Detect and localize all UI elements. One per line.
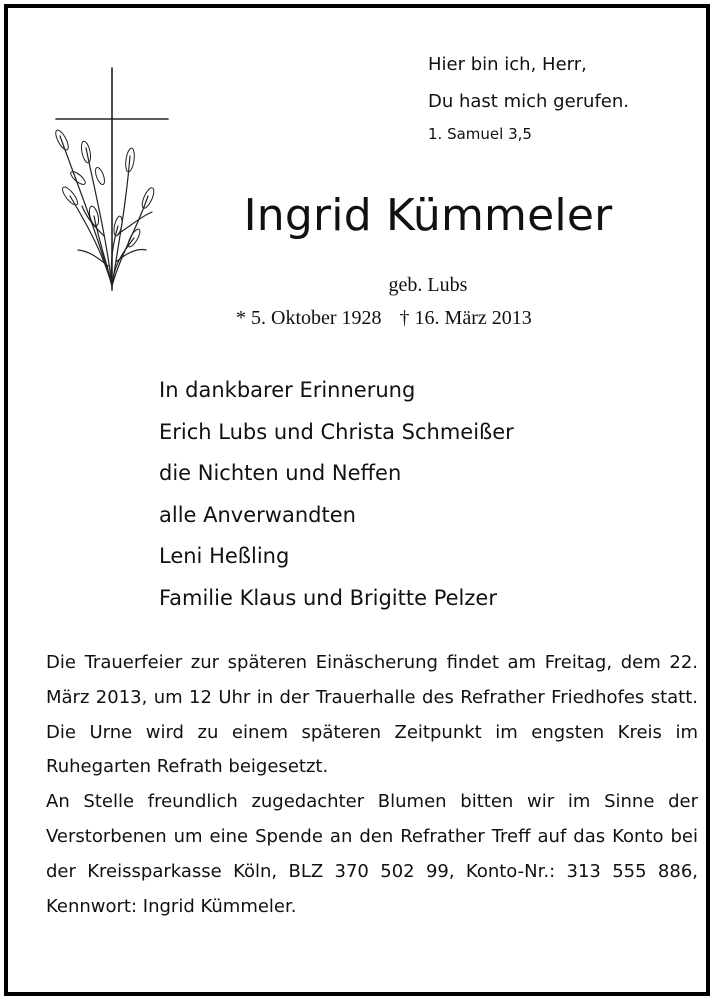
life-dates bbox=[236, 307, 532, 330]
funeral-details: Die Trauerfeier zur späteren Einäscherung findet am Freitag, dem 22. März 2013, um 12 Uhr in der Trauerhalle des Refrather Friedhofes statt. Die Urne wird zu einem späteren Zeitpunkt im engsten Kreis im Ruhegarten Refrath beigesetzt. bbox=[46, 652, 698, 778]
mourner-line: alle Anverwandten bbox=[159, 502, 356, 527]
mourner-line: die Nichten und Neffen bbox=[159, 461, 402, 486]
mourner-line: Erich Lubs und Christa Schmeißer bbox=[159, 419, 514, 444]
cross-with-wheat-icon bbox=[48, 66, 173, 294]
mourner-line: Leni Heßling bbox=[159, 544, 290, 569]
funeral-notice bbox=[46, 646, 698, 924]
deceased-name: Ingrid Kümmeler bbox=[243, 190, 613, 241]
mourners-list bbox=[159, 370, 514, 620]
birth-name: geb. Lubs bbox=[388, 274, 468, 296]
mourner-line: In dankbarer Erinnerung bbox=[159, 378, 416, 402]
birth-date: * 5. Oktober 1928 bbox=[236, 307, 382, 329]
death-date: † 16. März 2013 bbox=[399, 307, 532, 329]
donation-request: An Stelle freundlich zugedachter Blumen bitten wir im Sinne der Verstorbenen um eine Spende an den Refrather Treff auf das Konto bei der Kreissparkasse Köln, BLZ 370 502 99, Konto-Nr.: 313 555 886, Kennwort: Ingrid Kümmeler. bbox=[46, 791, 698, 917]
verse-line-1: Hier bin ich, Herr, bbox=[428, 54, 587, 75]
mourner-line: Familie Klaus und Brigitte Pelzer bbox=[159, 585, 497, 610]
bible-verse bbox=[428, 46, 629, 148]
verse-reference: 1. Samuel 3,5 bbox=[428, 125, 532, 143]
verse-line-2: Du hast mich gerufen. bbox=[428, 91, 629, 112]
